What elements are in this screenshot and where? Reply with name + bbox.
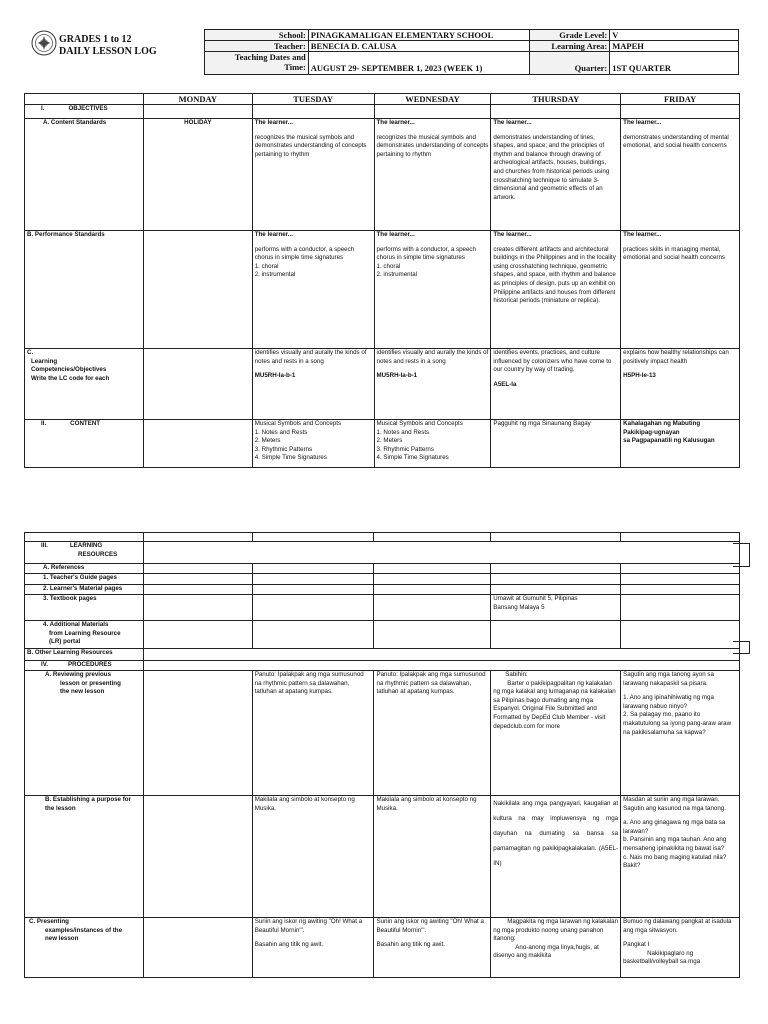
content-item: 2. Meters — [376, 437, 403, 445]
review-line3: the new lesson — [60, 688, 105, 696]
objectives-num: I. — [41, 105, 45, 112]
monday-holiday: HOLIDAY — [143, 119, 252, 231]
content-friday-line2: Pakikipag-ugnayan — [623, 428, 680, 436]
empty-cell — [143, 595, 252, 621]
empty-cell — [621, 574, 740, 585]
border-extension — [733, 543, 750, 567]
cell-lead: The learner... — [493, 119, 532, 126]
content-item: 3. Rhythmic Patterns — [254, 445, 313, 453]
content-friday-line1: Kahalagahan ng Mabuting — [623, 420, 701, 427]
review-friday — [621, 671, 740, 796]
review-line2: lesson or presenting — [60, 679, 121, 687]
content-standards-label: A. Content Standards — [25, 119, 144, 231]
learners-material-label: 2. Learner's Material pages — [25, 585, 144, 595]
content-heading — [25, 420, 144, 468]
learning-area-label: Learning Area: — [530, 41, 610, 52]
presenting-label — [25, 918, 144, 978]
question: 2. Sa palagay mo, paano ito makatutulong sa iyong pang-araw araw na pakikisalamuha sa kapwa? — [623, 711, 732, 736]
empty-cell — [252, 585, 374, 595]
cell-text: creates different artifacts and architectural buildings in the Philippines and in the locality using crosshatching technique, geometric shapes, and space, with rhythm and balance as principles of design. puts up an exhibit on Philippine artifacts and houses from different historical periods (miniature or replica). — [493, 245, 616, 305]
review-label — [25, 671, 144, 796]
empty-cell — [143, 420, 252, 468]
content-tuesday — [252, 420, 374, 468]
empty-cell — [621, 564, 740, 574]
empty-cell — [621, 585, 740, 595]
teacher-label: Teacher: — [205, 41, 309, 52]
textbook-line2: Bansang Malaya 5 — [493, 603, 545, 611]
cell-text: identifies visually and aurally the kinds of notes and rests in a song — [254, 349, 367, 365]
cell-text: recognizes the musical symbols and demonstrates understanding of concepts pertaining to rhythm — [376, 133, 489, 158]
content-friday-line3: sa Pagpapanatili ng Kalusugan — [623, 437, 715, 445]
cell-text: Pangkat I — [623, 941, 650, 949]
cell-lead: Sagutin ang mga tanong ayon sa larawang nakapaskil sa pisara. — [623, 671, 714, 687]
cell-text: explains how healthy relationships can positively impact health — [623, 349, 729, 365]
cell-text: Barter o pakikipagpalitan ng kalakalan ng mga kalakal ang lumaganap na kalakalan sa Pilipinas bago dumating ang mga Espanyol. Original File Submitted and Formatted by DepEd Club Member - visit depedclub.com for more — [493, 679, 616, 730]
empty-cell — [143, 671, 252, 796]
competencies-line1: Learning — [31, 357, 58, 365]
empty-cell — [374, 585, 491, 595]
empty-cell — [143, 796, 252, 918]
content-item: 1. Notes and Rests — [376, 428, 430, 436]
content-standards-thursday — [491, 119, 621, 231]
content-topic: Musical Symbols and Concepts — [254, 420, 342, 427]
empty-cell — [143, 574, 252, 585]
purpose-label — [25, 796, 144, 918]
question: c. Nais mo bang maging katulad nila? Bakit? — [623, 853, 727, 870]
header-info-table — [204, 29, 739, 75]
presenting-thursday — [491, 918, 621, 978]
grade-level-label: Grade Level: — [530, 30, 610, 41]
cell-text: performs with a conductor, a speech chorus in simple time signatures — [376, 245, 476, 262]
cell-lead: The learner... — [376, 119, 415, 126]
procedures-title: PROCEDURES — [68, 661, 112, 668]
cell-lead: Sabihin: — [505, 671, 528, 678]
cell-text: performs with a conductor, a speech chorus in simple time signatures — [254, 245, 355, 262]
competencies-wednesday — [374, 349, 491, 420]
cell-text: Itanong: — [493, 935, 516, 943]
competencies-prefix: C. — [27, 349, 34, 356]
empty-cell — [491, 105, 621, 119]
empty-cell — [143, 564, 252, 574]
objectives-title: OBJECTIVES — [68, 105, 108, 112]
cell-text: Basahin ang titik ng awit. — [254, 941, 324, 949]
competencies-tuesday — [252, 349, 374, 420]
lesson-table-objectives — [24, 93, 740, 468]
dates-label-line1: Teaching Dates and — [234, 52, 306, 62]
other-resources-label: B. Other Learning Resources — [25, 649, 144, 661]
cell-text: demonstrates understanding of mental emotional, and social health concerns — [623, 133, 729, 150]
school-value: PINAGKAMALIGAN ELEMENTARY SCHOOL — [308, 30, 530, 41]
quarter-label: Quarter: — [530, 52, 610, 75]
empty-cell — [374, 574, 491, 585]
textbook-label: 3. Textbook pages — [25, 595, 144, 621]
dates-label — [205, 52, 309, 75]
deped-seal-icon — [31, 30, 57, 56]
lc-code: A5EL-Ia — [493, 380, 517, 388]
cell-text: Suriin ang iskor ng awiting "Oh! What a Beautiful Mornin'". — [254, 918, 363, 934]
cell-text: Bumuo ng dalawang pangkat at isadula ang mga sitwasyon. — [623, 918, 732, 934]
content-wednesday — [374, 420, 491, 468]
cell-text: identifies visually and aurally the kinds of notes and rests in a song — [376, 349, 489, 365]
day-header-thursday: THURSDAY — [491, 94, 621, 105]
content-thursday: Pagguhit ng mga Sinaunang Bagay — [491, 420, 621, 468]
empty-cell — [491, 621, 621, 649]
empty-cell — [143, 621, 252, 649]
performance-standards-label: B. Performance Standards — [25, 231, 144, 349]
resources-heading — [25, 542, 144, 564]
purpose-line1: B. Establishing a purpose for — [45, 796, 131, 803]
title-line-2: DAILY LESSON LOG — [59, 46, 157, 57]
title-line-1: GRADES 1 to 12 — [59, 34, 132, 45]
empty-cell — [143, 533, 252, 542]
cell-text: demonstrates understanding of lines, shapes, and space; and the principles of rhythm and balance through drawing of archeological artifacts, houses, buildings, and churches from historical periods using crosshatching technique to simulate 3-dimensional and geometric effects of an artwork. — [493, 133, 610, 201]
resources-num: III. — [41, 542, 48, 549]
empty-cell — [491, 585, 621, 595]
competencies-line2: Competencies/Objectives — [31, 366, 107, 374]
resources-merged-cell — [143, 542, 739, 564]
presenting-line2: examples/instances of the — [45, 926, 123, 934]
content-friday — [621, 420, 740, 468]
cell-lead: The learner... — [254, 231, 293, 238]
cell-item: 1. choral — [376, 262, 401, 270]
review-tuesday: Panuto: Ipalakpak ang mga sumusunod na rhythmic pattern sa dalawahan, tatluhan at apatang kumpas. — [252, 671, 374, 796]
presenting-wednesday — [374, 918, 491, 978]
corner-cell — [25, 94, 144, 105]
additional-line2: from Learning Resource — [49, 629, 121, 637]
competencies-thursday — [491, 349, 621, 420]
content-standards-wednesday — [374, 119, 491, 231]
empty-cell — [252, 574, 374, 585]
day-header-tuesday: TUESDAY — [252, 94, 374, 105]
review-wednesday: Panuto: Ipalakpak ang mga sumusunod na rhythmic pattern sa dalawahan, tatluhan at apatang kumpas. — [374, 671, 491, 796]
content-item: 4. Simple Time Signatures — [254, 454, 327, 462]
content-item: 2. Meters — [254, 437, 281, 445]
content-title: CONTENT — [70, 420, 101, 427]
empty-cell — [143, 231, 252, 349]
cell-lead: Masdan at suriin ang mga larawan. Sagutin ang kasunod na mga tanong. — [623, 796, 726, 812]
content-item: 1. Notes and Rests — [254, 428, 308, 436]
procedures-num: IV. — [41, 661, 48, 668]
content-item: 4. Simple Time Signatures — [376, 454, 449, 462]
purpose-tuesday: Makilala ang simbolo at konsepto ng Musika. — [252, 796, 374, 918]
cell-text: recognizes the musical symbols and demonstrates understanding of concepts pertaining to rhythm — [254, 133, 367, 158]
empty-cell — [374, 621, 491, 649]
empty-cell — [374, 564, 491, 574]
content-item: 3. Rhythmic Patterns — [376, 445, 434, 453]
review-thursday — [491, 671, 621, 796]
cell-lead: The learner... — [254, 119, 293, 126]
cell-text: Magpakita ng mga larawan ng kalakalan ng mga produkto noong unang panahon — [493, 918, 619, 934]
additional-materials-label — [25, 621, 144, 649]
purpose-thursday: Nakikilala ang mga pangyayari, kaugalian at kultura na may impluwensya ng mga dayuhan na dumating sa bansa sa pamamagitan ng pakikipagkalakalan. (A5EL- IN) — [491, 796, 621, 918]
day-header-wednesday: WEDNESDAY — [374, 94, 491, 105]
empty-cell — [374, 595, 491, 621]
resources-title-2: RESOURCES — [78, 550, 118, 558]
empty-cell — [252, 564, 374, 574]
empty-cell — [491, 574, 621, 585]
empty-cell — [252, 533, 374, 542]
empty-cell — [252, 595, 374, 621]
empty-cell — [374, 105, 491, 119]
empty-cell — [374, 533, 491, 542]
lc-code: H5PH-Ie-13 — [623, 372, 656, 380]
references-label: A. References — [25, 564, 144, 574]
purpose-wednesday: Makilala ang simbolo at konsepto ng Musika. — [374, 796, 491, 918]
empty-cell — [143, 918, 252, 978]
presenting-tuesday — [252, 918, 374, 978]
additional-line1: 4. Additional Materials — [43, 621, 109, 628]
resources-title-1: LEARNING — [69, 542, 103, 549]
cell-text: identifies events, practices, and culture influenced by colonizers who have come to our country by way of trading. — [493, 349, 612, 374]
cell-item: 1. choral — [254, 262, 279, 270]
border-extension — [733, 641, 750, 654]
form-title — [59, 34, 157, 58]
presenting-friday — [621, 918, 740, 978]
empty-cell — [621, 621, 740, 649]
presenting-line1: C. Presenting — [29, 918, 69, 925]
other-resources-cell — [143, 649, 739, 661]
performance-standards-tuesday — [252, 231, 374, 349]
additional-line3: (LR) portal — [49, 638, 81, 646]
content-standards-tuesday — [252, 119, 374, 231]
empty-cell — [143, 585, 252, 595]
content-num: II. — [41, 420, 47, 427]
cell-text: Basahin ang titik ng awit. — [376, 941, 445, 949]
cell-item: 2. instrumental — [254, 271, 296, 279]
cell-lead: The learner... — [493, 231, 532, 238]
lc-code: MU5RH-Ia-b-1 — [376, 372, 418, 380]
teachers-guide-label: 1. Teacher's Guide pages — [25, 574, 144, 585]
empty-cell — [621, 595, 740, 621]
learning-area-value: MAPEH — [610, 41, 739, 52]
objectives-heading — [25, 105, 144, 119]
textbook-thursday — [491, 595, 621, 621]
cell-item: 2. instrumental — [376, 271, 418, 279]
cell-text: practices skills in managing mental, emotional and social health concerns — [623, 245, 725, 262]
grade-level-value: V — [610, 30, 739, 41]
cell-text: Ano-anong mga linya,hugis, at disenyo ang makikita — [493, 943, 599, 960]
empty-cell — [252, 621, 374, 649]
competencies-line3: Write the LC code for each — [31, 374, 110, 382]
day-header-monday: MONDAY — [143, 94, 252, 105]
cell-text: Nakikipaglaro ng basketball/volleyball sa mga — [623, 949, 701, 966]
empty-cell — [252, 105, 374, 119]
presenting-line3: new lesson — [45, 935, 79, 943]
empty-cell — [143, 349, 252, 420]
textbook-line1: Umawit at Gumuhit 5, Pilipinas — [493, 595, 578, 602]
cell-lead: The learner... — [376, 231, 415, 238]
procedures-heading — [25, 661, 144, 671]
empty-cell — [621, 105, 740, 119]
performance-standards-friday — [621, 231, 740, 349]
empty-cell — [25, 533, 144, 542]
empty-cell — [143, 105, 252, 119]
question: b. Pansinin ang mga tauhan. Ano ang mensaheng ipinakikita ng bawat isa? — [623, 836, 727, 852]
content-standards-friday — [621, 119, 740, 231]
performance-standards-thursday — [491, 231, 621, 349]
dates-label-line2: Time: — [284, 62, 306, 72]
empty-cell — [491, 533, 621, 542]
school-label: School: — [205, 30, 309, 41]
procedures-merged-cell — [143, 661, 739, 671]
dates-value: AUGUST 29- SEPTEMBER 1, 2023 (WEEK 1) — [308, 52, 530, 75]
competencies-friday — [621, 349, 740, 420]
cell-lead: The learner... — [623, 231, 662, 238]
cell-lead: The learner... — [623, 119, 662, 126]
cell-text: Suriin ang iskor ng awiting "Oh! What a Beautiful Mornin'". — [376, 918, 484, 934]
performance-standards-wednesday — [374, 231, 491, 349]
lesson-table-procedures — [24, 532, 740, 978]
day-header-friday: FRIDAY — [621, 94, 740, 105]
empty-cell — [621, 533, 740, 542]
purpose-line2: the lesson — [45, 804, 76, 812]
purpose-friday — [621, 796, 740, 918]
competencies-label — [25, 349, 144, 420]
empty-cell — [491, 564, 621, 574]
question: 1. Ano ang ipinahihiwatig ng mga larawang nabuo ninyo? — [623, 694, 714, 710]
review-line1: A. Reviewing previous — [45, 671, 112, 678]
quarter-value: 1ST QUARTER — [610, 52, 739, 75]
lc-code: MU5RH-Ia-b-1 — [254, 372, 296, 380]
question: a. Ano ang ginagawa ng mga bata sa larawan? — [623, 819, 726, 835]
content-topic: Musical Symbols and Concepts — [376, 420, 463, 427]
teacher-value: BENECIA D. CALUSA — [308, 41, 530, 52]
